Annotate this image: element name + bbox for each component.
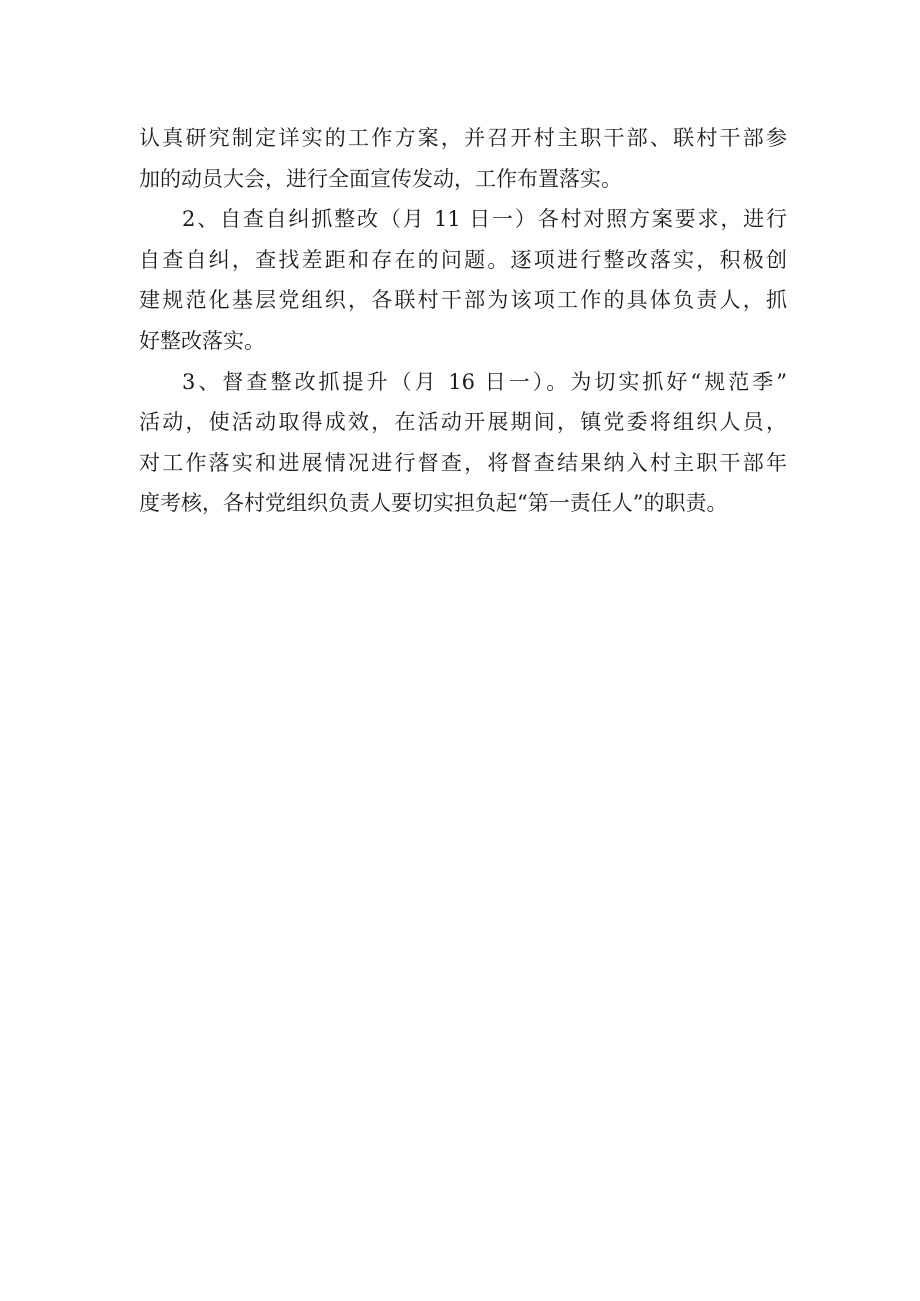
- paragraph-continuation: [139, 118, 787, 199]
- paragraph-item-2: [139, 199, 787, 361]
- text-line: 自查自纠，查找差距和存在的问题。逐项进行整改落实，积极创: [139, 247, 787, 272]
- document-body: [139, 118, 787, 524]
- text-line: 加的动员大会，进行全面宣传发动，工作布置落实。: [139, 166, 622, 191]
- text-line: 认真研究制定详实的工作方案，并召开村主职干部、联村干部参: [139, 126, 787, 150]
- paragraph-item-3: [139, 362, 787, 524]
- text-line: 好整改落实。: [139, 328, 265, 353]
- text-line: 度考核，各村党组织负责人要切实担负起“第一责任人”的职责。: [139, 491, 728, 516]
- text-line: 3、督查整改抓提升（月 16 日一）。为切实抓好“规范季”: [182, 369, 787, 394]
- text-line: 活动，使活动取得成效，在活动开展期间，镇党委将组织人员，: [139, 410, 787, 435]
- text-line: 建规范化基层党组织，各联村干部为该项工作的具体负责人，抓: [139, 288, 787, 313]
- text-line: 对工作落实和进展情况进行督查，将督查结果纳入村主职干部年: [139, 450, 787, 475]
- text-line: 2、自查自纠抓整改（月 11 日一）各村对照方案要求，进行: [182, 207, 787, 232]
